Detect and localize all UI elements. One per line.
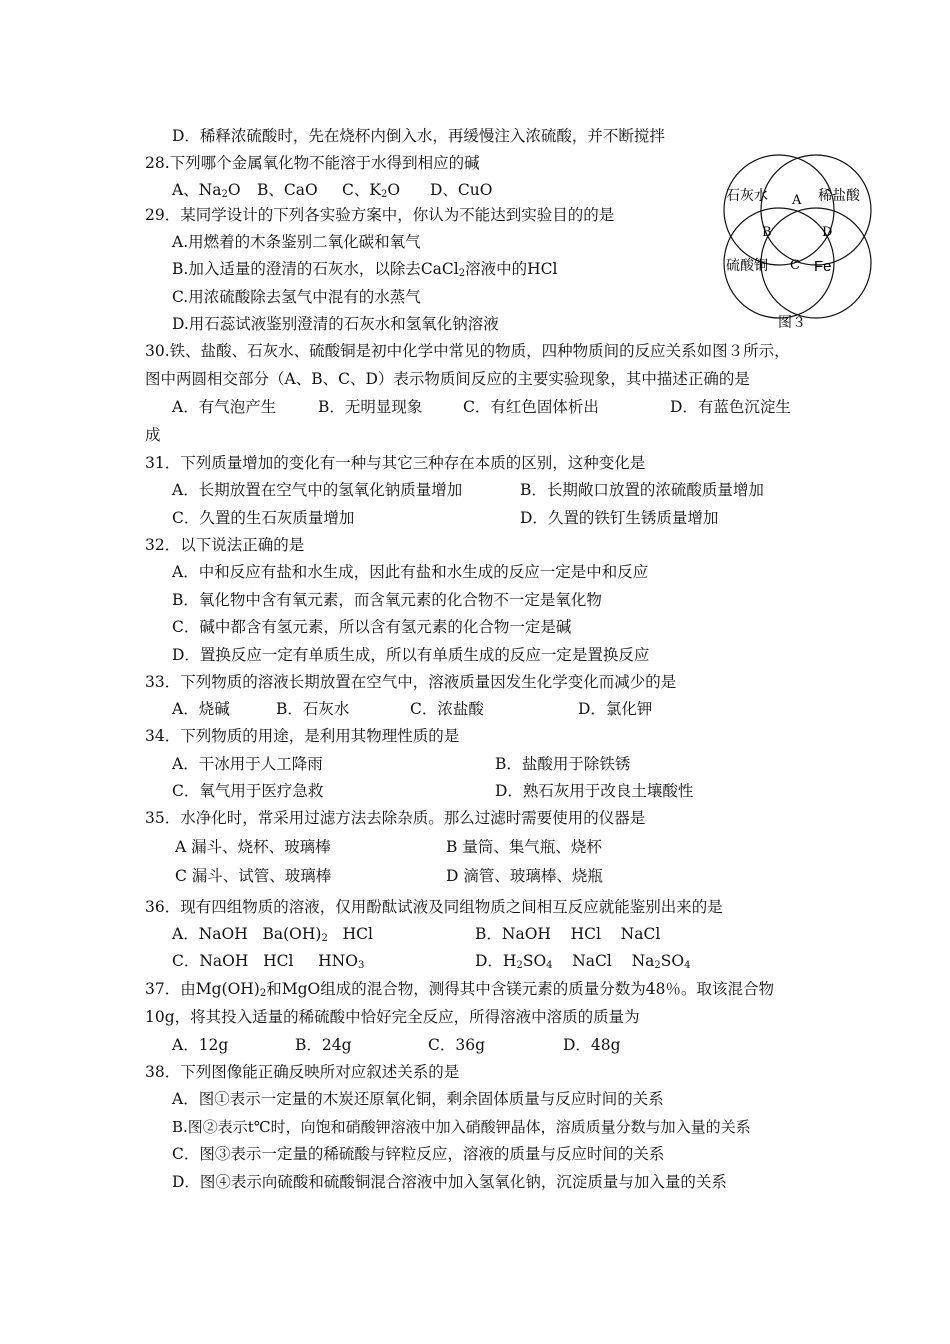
q35-option-b: B 量筒、集气瓶、烧杯 [446, 838, 602, 856]
q28-option-b: B、CaO [257, 181, 318, 199]
q29-option-b: B.加入适量的澄清的石灰水，以除去CaCl$_2$溶液中的HCl [172, 260, 558, 279]
q33-stem: 33．下列物质的溶液长期放置在空气中，溶液质量因发生化学变化而减少的是 [145, 673, 677, 691]
q28-option-d: D、CuO [430, 181, 493, 199]
q30-option-a: A．有气泡产生 [172, 398, 277, 416]
label-d: D [822, 225, 833, 240]
q28-stem: 28.下列哪个金属氧化物不能溶于水得到相应的碱 [145, 154, 480, 172]
q31-option-d: D．久置的铁钉生锈质量增加 [520, 509, 719, 527]
q37-stem-line1: 37．由$Mg(OH)_2$和MgO组成的混合物，测得其中含镁元素的质量分数为48％。取该混合物 [145, 980, 774, 999]
circle-limewater [724, 155, 834, 265]
q30-stem-line2: 图中两圆相交部分（A、B、C、D）表示物质间反应的主要实验现象，其中描述正确的是 [145, 370, 750, 388]
q28-option-c: C、$K_2O$ [342, 181, 401, 200]
q32-stem: 32．以下说法正确的是 [145, 536, 305, 554]
q34-option-c: C．氧气用于医疗急救 [172, 782, 324, 800]
q38-stem: 38．下列图像能正确反映所对应叙述关系的是 [145, 1063, 460, 1081]
q30-stem-line1: 30.铁、盐酸、石灰水、硫酸铜是初中化学中常见的物质，四种物质间的反应关系如图３所示， [145, 342, 790, 360]
q30-option-d-wrap: 成 [145, 426, 161, 444]
q33-option-d: D．氯化钾 [578, 700, 653, 718]
q30-option-b: B．无明显现象 [318, 398, 423, 416]
q38-option-c: C．图③表示一定量的稀硫酸与锌粒反应，溶液的质量与反应时间的关系 [172, 1145, 665, 1163]
label-hcl: 稀盐酸 [818, 188, 860, 204]
label-b: B [762, 225, 772, 240]
q35-option-a: A 漏斗、烧杯、玻璃棒 [175, 838, 331, 856]
q31-option-a: A．长期放置在空气中的氢氧化钠质量增加 [172, 481, 463, 499]
q32-option-a: A．中和反应有盐和水生成，因此有盐和水生成的反应一定是中和反应 [172, 563, 649, 581]
q29-option-a: A.用燃着的木条鉴别二氧化碳和氧气 [172, 233, 421, 251]
q36-option-c: C．NaOH HCl $HNO_3$ [172, 952, 365, 971]
q33-option-b: B．石灰水 [276, 700, 350, 718]
q28-option-a: A、$Na_2O$ [172, 181, 241, 200]
label-limewater: 石灰水 [726, 188, 768, 204]
circle-hcl [761, 155, 871, 265]
q31-option-c: C．久置的生石灰质量增加 [172, 509, 355, 527]
q36-option-a: A．NaOH $Ba(OH)_2$ HCl [172, 925, 373, 944]
q31-option-b: B．长期敞口放置的浓硫酸质量增加 [520, 481, 764, 499]
q37-option-a: A．12g [172, 1036, 229, 1054]
q38-option-b: B.图②表示t℃时，向饱和硝酸钾溶液中加入硝酸钾晶体，溶质质量分数与加入量的关系 [172, 1118, 751, 1136]
label-c: C [790, 258, 800, 273]
q35-stem: 35．水净化时，常采用过滤方法去除杂质。那么过滤时需要使用的仪器是 [145, 809, 646, 827]
q37-option-c: C．36g [428, 1036, 486, 1054]
q33-option-c: C．浓盐酸 [410, 700, 484, 718]
q29-stem: 29．某同学设计的下列各实验方案中，你认为不能达到实验目的的是 [145, 206, 615, 224]
q35-option-c: C 漏斗、试管、玻璃棒 [175, 867, 332, 885]
q33-option-a: A．烧碱 [172, 700, 230, 718]
label-cuso4: 硫酸铜 [726, 258, 768, 274]
q30-option-c: C．有红色固体析出 [463, 398, 599, 416]
q34-option-a: A．干冰用于人工降雨 [172, 755, 323, 773]
q34-option-d: D．熟石灰用于改良土壤酸性 [495, 782, 694, 800]
q36-option-d: D．$H_2SO_4$ NaCl $Na_2SO_4$ [475, 952, 691, 971]
q36-option-b: B．NaOH HCl NaCl [475, 925, 661, 943]
q34-option-b: B．盐酸用于除铁锈 [495, 755, 631, 773]
figure3-venn-diagram [720, 152, 875, 332]
q31-stem: 31．下列质量增加的变化有一种与其它三种存在本质的区别，这种变化是 [145, 454, 646, 472]
q32-option-b: B．氧化物中含有氧元素，而含氧元素的化合物不一定是氧化物 [172, 591, 602, 609]
q37-option-d: D．48g [563, 1036, 621, 1054]
q38-option-a: A．图①表示一定量的木炭还原氧化铜，剩余固体质量与反应时间的关系 [172, 1090, 664, 1108]
q29-option-c: C.用浓硫酸除去氢气中混有的水蒸气 [172, 288, 421, 306]
q38-option-d: D．图④表示向硫酸和硫酸铜混合溶液中加入氢氧化钠，沉淀质量与加入量的关系 [172, 1173, 727, 1191]
figure3-caption: 图３ [778, 315, 806, 331]
q37-option-b: B．24g [295, 1036, 352, 1054]
q37-stem-line2: 10g，将其投入适量的稀硫酸中恰好完全反应，所得溶液中溶质的质量为 [145, 1008, 640, 1026]
q32-option-c: C．碱中都含有氢元素，所以含有氢元素的化合物一定是碱 [172, 618, 572, 636]
q36-stem: 36．现有四组物质的溶液，仅用酚酞试液及同组物质之间相互反应就能鉴别出来的是 [145, 898, 723, 916]
q32-option-d: D．置换反应一定有单质生成，所以有单质生成的反应一定是置换反应 [172, 646, 650, 664]
q29-option-d: D.用石蕊试液鉴别澄清的石灰水和氢氧化钠溶液 [172, 315, 499, 333]
q34-stem: 34．下列物质的用途，是利用其物理性质的是 [145, 727, 460, 745]
q35-option-d: D 滴管、玻璃棒、烧瓶 [446, 867, 603, 885]
label-fe: Fe [814, 258, 832, 275]
q27-option-d: D．稀释浓硫酸时，先在烧杯内倒入水，再缓慢注入浓硫酸，并不断搅拌 [172, 127, 665, 145]
label-a: A [792, 193, 802, 208]
q30-option-d: D．有蓝色沉淀生 [670, 398, 791, 416]
